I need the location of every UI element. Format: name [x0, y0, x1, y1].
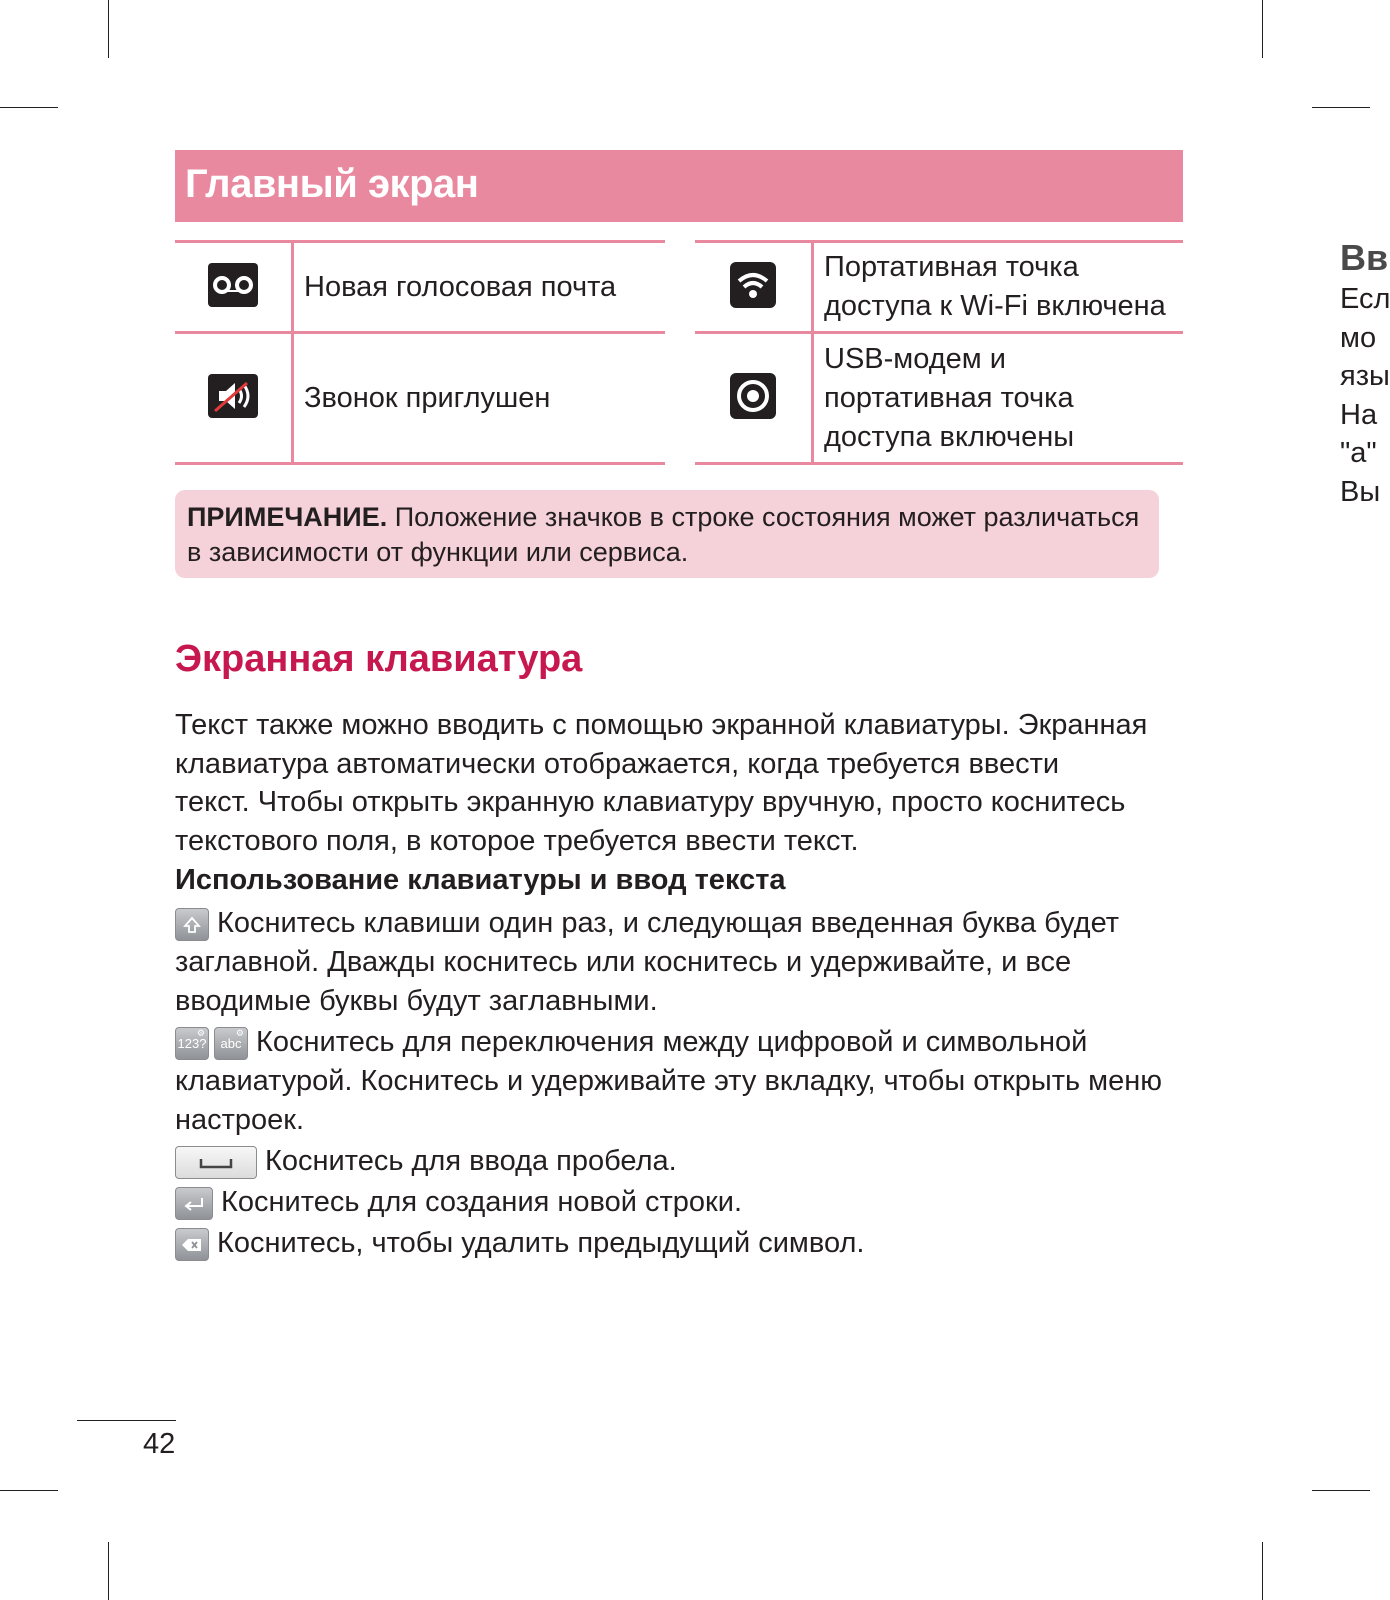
- status-icons-table-left: [175, 240, 665, 465]
- status-icon-description: Звонок приглушен: [293, 333, 666, 464]
- wifi-hotspot-icon: [729, 261, 777, 309]
- symbols-key-item: ⚙ 123? ⚙ abc Коснитесь для переключения между цифровой и символьной клавиатурой. Коснитесь и удерживайте эту вкладку, чтобы открыть меню настроек.: [175, 1026, 1162, 1136]
- icon-cell: [695, 242, 813, 333]
- crop-mark: [1262, 0, 1263, 58]
- numeric-keyboard-key-icon: ⚙ 123?: [175, 1027, 209, 1060]
- crop-mark: [0, 1490, 58, 1491]
- status-icon-description: Портативная точка доступа к Wi-Fi включена: [813, 242, 1184, 333]
- crop-mark: [1262, 1542, 1263, 1600]
- shift-key-icon: [175, 908, 209, 941]
- status-icons-table-right: [695, 240, 1183, 465]
- note-label: ПРИМЕЧАНИЕ.: [187, 502, 388, 532]
- delete-key-item: Коснитесь, чтобы удалить предыдущий символ.: [175, 1224, 1175, 1263]
- space-key-item: Коснитесь для ввода пробела.: [175, 1142, 1175, 1181]
- note-box: [175, 490, 1159, 578]
- alphabet-keyboard-key-icon: ⚙ abc: [214, 1027, 248, 1060]
- space-key-icon: [175, 1146, 257, 1179]
- keyboard-section-title: Экранная клавиатура: [175, 638, 583, 680]
- ringer-muted-icon: [207, 373, 259, 419]
- icon-cell: [695, 333, 813, 464]
- icon-cell: [175, 242, 293, 333]
- next-page-fragment: Вв Есл мо язы На "а" Вы: [1340, 237, 1390, 508]
- keyboard-intro: Текст также можно вводить с помощью экранной клавиатуры. Экранная клавиатура автоматически отображается, когда требуется ввести текст. Чтобы открыть экранную клавиатуру вручную, просто коснитесь текстового поля, в которое требуется ввести текст.: [175, 709, 1148, 857]
- section-header: [175, 150, 1183, 222]
- enter-key-icon: [175, 1187, 213, 1220]
- crop-mark: [108, 0, 109, 58]
- footer-rule: [77, 1420, 176, 1421]
- status-icon-description: USB-модем и портативная точка доступа включены: [813, 333, 1184, 464]
- crop-mark: [1312, 1490, 1370, 1491]
- page-number: 42: [143, 1428, 176, 1460]
- delete-key-icon: [175, 1228, 209, 1261]
- keyboard-keys-list: [175, 904, 1175, 1265]
- note-text: Положение значков в строке состояния может различаться в зависимости от функции или сервиса.: [187, 502, 1140, 567]
- voicemail-icon: [207, 262, 259, 308]
- shift-key-item: Коснитесь клавиши один раз, и следующая введенная буква будет заглавной. Дважды коснитесь или коснитесь и удерживайте, и все вводимые буквы будут заглавными.: [175, 907, 1120, 1017]
- icon-cell: [175, 333, 293, 464]
- crop-mark: [108, 1542, 109, 1600]
- status-icon-description: Новая голосовая почта: [293, 242, 666, 333]
- crop-mark: [0, 107, 58, 108]
- keyboard-subheading: Использование клавиатуры и ввод текста: [175, 864, 786, 896]
- crop-mark: [1312, 107, 1370, 108]
- section-title: Главный экран: [185, 162, 479, 206]
- enter-key-item: Коснитесь для создания новой строки.: [175, 1183, 1175, 1222]
- usb-tethering-icon: [729, 372, 777, 420]
